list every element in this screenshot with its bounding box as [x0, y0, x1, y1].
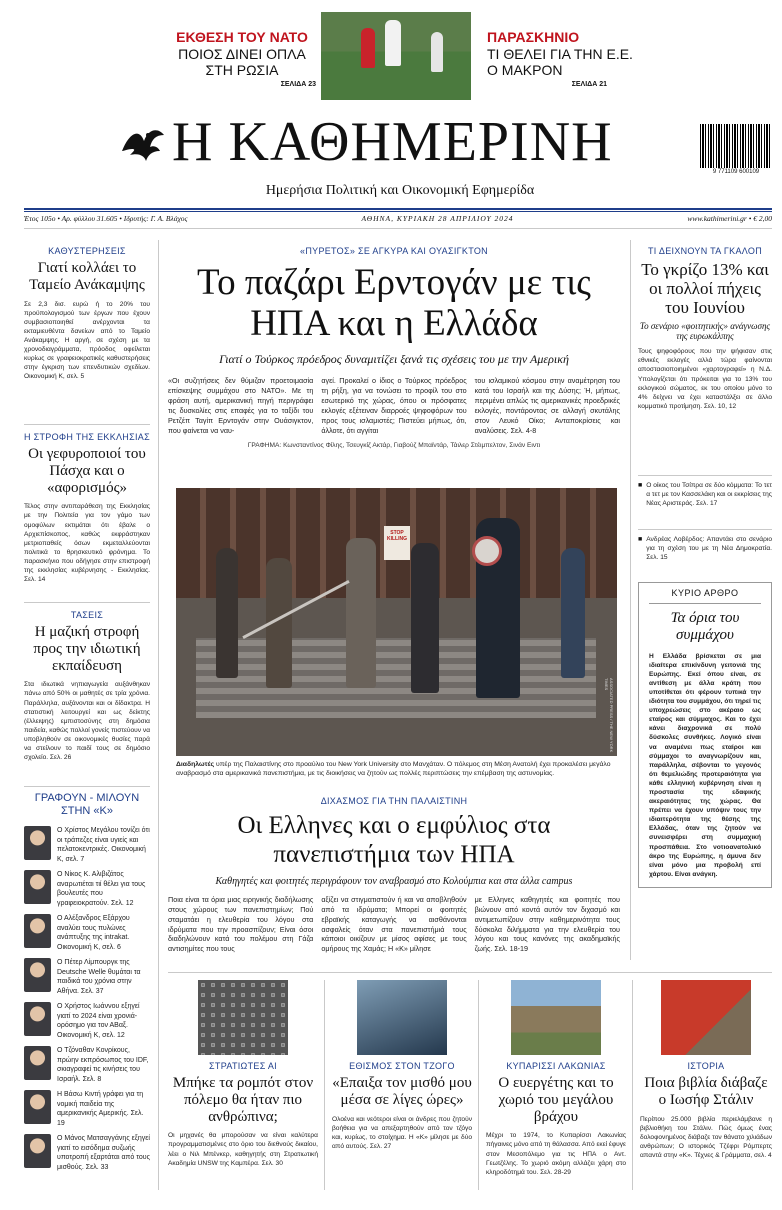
second-col-1: Ποια είναι τα όρια μιας ειρηνικής διαδήλωσης στους χώρους των πανεπιστημίων; Πού σταματάει η ελευθερία του λόγου στα ιδρύματα που την προασπίζουν; Είναι όσοι διαδηλώνουν κατά του πολέμου στη Γάζα αντισημίτες που τους	[168, 894, 314, 954]
story-body: Τέλος στην αντιπαράθεση της Εκκλησίας με την Πολιτεία για τον γάμο των ομοφύλων εκτιμάται ότι έβαλε ο Αρχιεπίσκοπος, καθώς εκφράστηκαν μετριοπαθείς όσων εκμεταλλεύονται πολιτικά το θρησκευτικό φρόνημα. Το παρασκήνιο που οδήγησε στην επιστροφή της εκκλησίας κυβέρνησης - Εκκλησίας. Σελ. 14	[24, 503, 150, 584]
caption-lead: Διαδηλωτές	[176, 761, 215, 768]
feature-story[interactable]	[332, 980, 472, 1151]
author-portrait	[24, 826, 51, 860]
teaser-page: ΣΕΛΙΔΑ 23	[280, 80, 316, 88]
feature-story[interactable]	[640, 980, 772, 1160]
voice-text: Ο Πέτερ Λίμπουργκ της Deutsche Welle θυμάται τα παιδικά του χρόνια στην Αθήνα. Σελ. 37	[57, 959, 141, 995]
voice-item[interactable]	[24, 958, 150, 1002]
photo-credit: ASSOCIATED PRESS / THE NEW YORK TIMES	[604, 678, 614, 753]
top-right-teaser[interactable]	[487, 30, 637, 88]
story-kicker: ΚΑΘΥΣΤΕΡΗΣΕΙΣ	[48, 246, 126, 256]
feature-photo	[357, 980, 447, 1055]
feature-body: Περίπου 25.000 βιβλία περιελάμβανε η βιβλιοθήκη του Στάλιν. Πώς όμως ένας δολοφονημένος διάβαζε τον θάνατο χιλιάδων ανθρώπων; Ο ιστορικός Τζέφρι Ρόμπερτς απαντά στην «Κ». Τέχνες & Γράμματα, σελ. 4	[640, 1115, 772, 1159]
protester	[561, 548, 585, 678]
story-body: Στα ιδιωτικά νηπιαγωγεία αυξάνθηκαν πάνω από 50% οι μαθητές σε τρία χρόνια. Παράλληλα, αυξάνονται και οι δίδακτρα. Η στατιστική λειτουργεί και ως δείκτης (έλλειψης) εμπιστοσύνης στη δημόσια παιδεία, καθώς πολλοί γονείς πιστεύουν να υποβληθούν σε οικονομικές θυσίες παρά να στείλουν το παιδί τους σε δημόσιο σχολείο. Σελ. 26	[24, 681, 151, 762]
editorial-label: ΚΥΡΙΟ ΑΡΘΡΟ	[649, 588, 761, 604]
feature-photo	[198, 980, 288, 1055]
second-story[interactable]	[168, 796, 620, 954]
lead-story[interactable]	[168, 246, 620, 449]
player-white	[385, 20, 401, 66]
story-body: Σε 2,3 δισ. ευρώ ή το 20% του προϋπολογισμού των έργων που έχουν συμβασιοποιηθεί ανέρχονται τα εκταμιευθέντα δανείων από το Ταμείο Ανάκαμψης. Η αργή, σε σχέση με τα χρονοδιαγράμματα, πρόοδος οφείλεται κυρίως σε γραφειοκρατικές καθυστερήσεις στην έγκριση των επενδυτικών σχεδίων. Οικονομική Κ, σελ. 5	[24, 300, 150, 381]
lead-kicker: «ΠΥΡΕΤΟΣ» ΣΕ ΑΓΚΥΡΑ ΚΑΙ ΟΥΑΣΙΓΚΤΟΝ	[300, 246, 488, 256]
voice-item[interactable]	[24, 1134, 150, 1178]
left-story-3[interactable]	[24, 610, 150, 762]
protester	[346, 538, 376, 688]
masthead-title: Η ΚΑΘΗΜΕΡΙΝΗ	[172, 111, 613, 173]
edition-info: Έτος 105ο • Αρ. φύλλου 31.605 • Ιδρυτής: Γ. Α. Βλάχος	[24, 214, 188, 223]
editorial-title: Τα όρια του συμμάχου	[670, 610, 740, 643]
author-portrait	[24, 958, 51, 992]
caption-text: υπέρ της Παλαιστίνης στο προαύλιο του New York University στο Μανχάταν. Ο πόλεμος στη Μέση Ανατολή έχει προκαλέσει μεγάλο αναβρασμό στα αμερικανικά πανεπιστήμια, με τις διοικήσεις να ζητούν ως πολλές περιπτώσεις την επέμβαση της αστυνομίας.	[176, 761, 611, 778]
second-dek: Καθηγητές και φοιτητές περιγράφουν τον αναβρασμό στο Κολούμπια και στα άλλα campus	[215, 875, 573, 887]
story-kicker: Η ΣΤΡΟΦΗ ΤΗΣ ΕΚΚΛΗΣΙΑΣ	[24, 432, 150, 442]
protest-sign: STOP KILLING	[384, 526, 410, 560]
website-price[interactable]: www.kathimerini.gr • € 2,00	[687, 214, 772, 223]
story-body: Τους ψηφοφόρους που την ψήφισαν στις εθνικές εκλογές αλλά τώρα φαίνονται αποστασιοποιημένοι «χαρτογραφεί» η Ν.Δ. Υπολογίζεται ότι πρόκειται για το 13% του εκλογικού σώματος, εκ του οποίου μόνο το 4% δείχνει να έχει καταστάλξει σε άλλο κομματικό προτίμηση. Σελ. 10, 12	[638, 348, 772, 410]
author-portrait	[24, 1002, 51, 1036]
voice-item[interactable]	[24, 914, 150, 958]
top-left-teaser[interactable]	[168, 30, 316, 88]
second-kicker: ΔΙΧΑΣΜΟΣ ΓΙΑ ΤΗΝ ΠΑΛΑΙΣΤΙΝΗ	[320, 796, 468, 806]
voice-text: Ο Αλέξανδρος Εξάρχου αναλύει τους πυλώνες ανάπτυξης της intrakat. Οικονομική Κ, σελ. 6	[57, 915, 130, 951]
barcode	[700, 124, 772, 168]
feature-body: Μέχρι το 1974, το Κυπαρίσσι Λακωνίας πήγαινες μόνο από τη θάλασσα. Από εκεί έφυγε στον Μεσοπόλεμο για τις ΗΠΑ ο Αντ. Γεωτζέλης. Το χωριό ακόμη αλλάζει χάρη στο κληροδότημά του. Σελ. 28-29	[486, 1132, 626, 1176]
voice-text: Ο Χρήστος Ιωάννου εξηγεί γιατί το 2024 είναι χρονιά-ορόσημο για τον ΑΒαξ. Οικονομική Κ, σελ. 12	[57, 1003, 140, 1039]
teaser-kicker: ΠΑΡΑΣΚΗΝΙΟ	[487, 29, 580, 45]
feature-kicker: ΚΥΠΑΡΙΣΣΙ ΛΑΚΩΝΙΑΣ	[506, 1061, 606, 1071]
voice-item[interactable]	[24, 1002, 150, 1046]
feature-title: «Επαιξα τον μισθό μου μέσα σε λίγες ώρες»	[332, 1075, 472, 1108]
story-title: Γιατί κολλάει το Ταμείο Ανάκαμψης	[29, 260, 145, 293]
editorial-body: Η Ελλάδα βρίσκεται σε μια ιδιαίτερα επικίνδυνη γειτονιά της Ευρώπης. Εκεί όπου είναι, σε αντίθεση με άλλα κράτη που υποτίθεται ότι φέρουν τυπικά την ιδιότητα του συμμάχου, ότι τηρεί τις υποχρεώσεις στο ακέραιο ως εταίρος και σύμμαχος. Και το έχει κάνει διαχρονικά σε πολύ δύσκολες συνθήκες. Λογικό είναι να αναμένει πως εταίροι και σύμμαχοι το αναγνωρίζουν και, παράλληλα, σέβονται το γεγονός ότι θεμελιώδης προτεραιότητα για κάθε ελληνική κυβέρνηση είναι η προστασία της εδαφικής ακεραιότητας της χώρας. Θα πρέπει να έχουν υπόψιν τους την ιδιαιτερότητα της θέσης της Ελλάδας, όταν της ζητούν να συνεισφέρει στη συμμαχική προσπάθεια. Στο νοτιοανατολικό άκρο της Ευρώπης, η άμυνα δεν είναι μόνο μια προβολή επί χάρτου. Είναι ανάγκη.	[649, 652, 761, 878]
stairs	[196, 638, 596, 718]
protest-photo[interactable]	[176, 488, 617, 756]
teaser-page: ΣΕΛΙΔΑ 21	[571, 80, 607, 88]
teaser-headline: ΤΙ ΘΕΛΕΙ ΓΙΑ ΤΗΝ Ε.Ε. Ο ΜΑΚΡΟΝ	[487, 46, 633, 79]
football-photo[interactable]	[321, 12, 471, 100]
bullet-icon: ■	[638, 535, 643, 543]
lead-dek: Γιατί ο Τούρκος πρόεδρος δυναμιτίζει ξανά τις σχέσεις του με την Αμερική	[219, 351, 569, 366]
brief-text: Ανδρέας Λοβέρδος: Απαντάει στο σενάριο για τη σχέση του με τη Νέα Δημοκρατία. Σελ. 15	[646, 536, 772, 562]
feature-title: Μπήκε τα ρομπότ στον πόλεμο θα ήταν πιο ανθρώπινα;	[172, 1075, 314, 1125]
masthead-rule	[24, 208, 772, 210]
story-title: Οι γεφυροποιοί του Πάσχα και ο «αφορισμός»	[28, 446, 146, 496]
voice-text: Ο Χρίστος Μεγάλου τονίζει ότι οι τράπεζες είναι υγιείς και πελατοκεντρικές. Οικονομική Κ, σελ. 7	[57, 827, 150, 863]
feature-kicker: ΙΣΤΟΡΙΑ	[687, 1061, 725, 1071]
feature-kicker: ΣΤΡΑΤΙΩΤΕΣ ΑΙ	[209, 1061, 277, 1071]
author-portrait	[24, 1134, 51, 1168]
feature-body: Οι μηχανές θα μπορούσαν να είναι καλύτερα προγραμματισμένες στο όριο του διεθνούς δικαίου, λέει ο Νιλ Μπένκερ, καθηγητής στη Στρατιωτική Ακαδημία UNSW της Καμπέρα. Σελ. 30	[168, 1132, 318, 1167]
teaser-kicker: ΕΚΘΕΣΗ ΤΟΥ ΝΑΤΟ	[176, 29, 308, 45]
left-story-1[interactable]	[24, 246, 150, 381]
protester	[216, 548, 238, 678]
story-title: Το γκρίζο 13% και οι πολλοί πήχεις του Ιουνίου	[641, 260, 769, 318]
megaphone-icon	[472, 536, 502, 566]
voice-item[interactable]	[24, 1090, 150, 1134]
story-kicker: ΤΙ ΔΕΙΧΝΟΥΝ ΤΑ ΓΚΑΛΟΠ	[648, 246, 762, 256]
author-portrait	[24, 914, 51, 948]
voices-title: ΓΡΑΦΟΥΝ - ΜΙΛΟΥΝ ΣΤΗΝ «Κ»	[34, 792, 140, 818]
voice-text: Ο Τζόναθαν Κονρίκους, πρώην εκπρόσωπος του IDF, σκιαγραφεί τις κινήσεις του Ισραήλ. Σελ. 8	[57, 1047, 149, 1083]
second-col-2: αξίζει να στιγματιστούν ή και να αποβληθούν από τα ιδρύματα; Μπορεί οι φοιτητές εβραϊκής καταγωγής να αισθάνονται ασφαλείς όταν στα πανεπιστήμιά τους κάποιοι οικίζουν με μίσος αφίσες με τους ομήρους της Χαμάς; Η «Κ» μίλησε	[321, 894, 467, 954]
voice-item[interactable]	[24, 870, 150, 914]
feature-photo	[511, 980, 601, 1055]
feature-photo	[661, 980, 751, 1055]
lead-col-1: «Οι συζητήσεις δεν θύμιζαν προετοιμασία επίσκεψης συμμάχου στο ΝΑΤΟ». Με τη φράση αυτή, αμερικανική πηγή περιγράφει τις δυσκολίες στις επαφές για το ταξίδι του Ρετζέπ Ταγίπ Ερντογάν στην Ουάσιγκτον, που φαίνεται να ναυ-	[168, 376, 314, 435]
feature-body: Ολοένα και νεότεροι είναι οι άνδρες που ζητούν βοήθεια για να απεξαρτηθούν από τον τζόγο και, κυρίως, το στοίχημα. Η «Κ» μίλησε με δύο από αυτούς. Σελ. 27	[332, 1115, 472, 1150]
edition-line	[24, 214, 772, 223]
bullet-icon: ■	[638, 481, 643, 489]
feature-kicker: ΕΘΙΣΜΟΣ ΣΤΟΝ ΤΖΟΓΟ	[349, 1061, 455, 1071]
right-story-1[interactable]	[638, 246, 772, 411]
edition-date: ΑΘΗΝΑ, ΚΥΡΙΑΚΗ 28 ΑΠΡΙΛΙΟΥ 2024	[361, 214, 514, 223]
barcode-number: 9 771109 600109	[712, 169, 760, 175]
voice-text: Ο Μάνος Ματσαγγάνης εξηγεί γιατί το εισόδημα συζωής υποτροπή εξαρτάται από τους μισθούς. Σελ. 33	[57, 1135, 150, 1171]
voice-text: Ο Νίκος Κ. Αλιβιζάτος αναρωτιέται τιί θέλει για τους βουλευτές που γραφειοκρατούν. Σελ. 12	[57, 871, 146, 907]
masthead-rule-thin	[24, 211, 772, 212]
feature-story[interactable]	[168, 980, 318, 1168]
author-portrait	[24, 1090, 51, 1124]
right-brief-1[interactable]	[638, 481, 772, 508]
story-dek: Το σενάριο «φοιτητικής» ανάγνωσης της ευρωκάλπης	[639, 321, 771, 342]
teaser-headline: ΠΟΙΟΣ ΔΙΝΕΙ ΟΠΛΑ ΣΤΗ ΡΩΣΙΑ	[178, 46, 306, 79]
second-title: Οι Ελληνες και ο εμφύλιος στα πανεπιστήμια των ΗΠΑ	[237, 812, 551, 868]
voices-section	[24, 792, 150, 1178]
story-kicker: ΤΑΣΕΙΣ	[70, 610, 104, 620]
left-story-2[interactable]	[24, 432, 150, 584]
player-red	[361, 28, 375, 68]
feature-title: Ο ευεργέτης και το χωριό του μεγάλου βράχου	[498, 1075, 614, 1125]
lead-title: Το παζάρι Ερντογάν με τις ΗΠΑ και η Ελλάδα	[197, 262, 591, 345]
editorial-box[interactable]	[638, 582, 772, 888]
voice-text: Η Βάσω Κιντή γράφει για τη νομική παιδεία της αμερικανικής Αμερικής. Σελ. 19	[57, 1091, 144, 1127]
brief-text: Ο οίκος του Τσίπρα σε δύο κόμματα: Το τετ α τετ με τον Κασσελάκη και οι εκκρίσεις της Νέας Αριστεράς. Σελ. 17	[646, 482, 772, 508]
phoenix-logo-icon	[118, 121, 168, 171]
story-title: Η μαζική στροφή προς την ιδιωτική εκπαίδευση	[33, 624, 141, 674]
protester	[411, 543, 439, 693]
lead-graphics-credit: ΓΡΑΦΗΜΑ: Κωνσταντίνος Φίλης, Τσευγκίζ Ακτάρ, Γιαβούζ Μπαϊντάρ, Τάιλερ Στέιμπελτον, Σινάν Ειντι	[247, 441, 541, 449]
voice-item[interactable]	[24, 826, 150, 870]
author-portrait	[24, 870, 51, 904]
right-brief-2[interactable]	[638, 535, 772, 562]
feature-title: Ποια βιβλία διάβαζε ο Ιωσήφ Στάλιν	[644, 1075, 768, 1108]
lead-col-3: του ισλαμικού κόσμου στην αναμέτρηση του κατά του Ισραήλ και της Δύσης; Ή, μήπως, περιμένει απλώς τις αμερικανικές προεδρικές εκλογές, ποντάροντας σε αλλαγή σκυτάλης στον Λευκό Οίκο; Ανταποκρίσεις και αναλύσεις. Σελ. 4-8	[474, 376, 620, 435]
masthead-subtitle: Ημερήσια Πολιτική και Οικονομική Εφημερίδα	[265, 183, 535, 198]
feature-story[interactable]	[486, 980, 626, 1177]
lead-col-2: αγεί. Προκαλεί ο ίδιος ο Τούρκος πρόεδρος τη ρήξη, για να τονώσει το προφίλ του στο εσωτερικό της χώρας, όπου οι πρόσφατες εκλογές εξέτειναν διαρροές ψηφοφόρων του προς τους ισλαμιστές; Πιστεύει μήπως, ότι, άλλοτε, ότι αγγίται	[321, 376, 467, 435]
second-col-3: με Ελληνες καθηγητές και φοιτητές που βιώνουν από κοντά αυτόν τον διχασμό και αντιμετωπίζουν στην καθημερινότητα τους δύσκολα διλήμματα για την ελευθερία του λόγου και τους κανόνες της ακαδημαϊκής ζωής. Σελ. 18-19	[474, 894, 620, 954]
voice-item[interactable]	[24, 1046, 150, 1090]
player-white-2	[431, 32, 443, 72]
author-portrait	[24, 1046, 51, 1080]
photo-caption	[176, 760, 617, 778]
